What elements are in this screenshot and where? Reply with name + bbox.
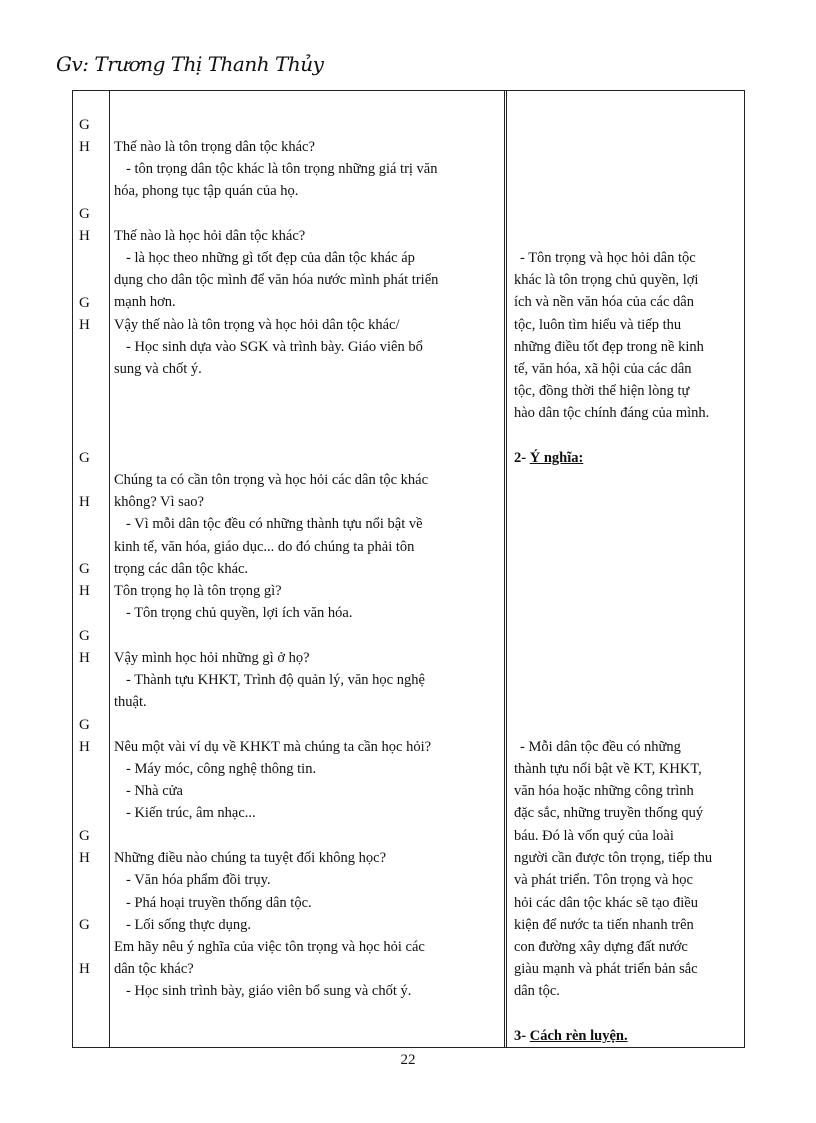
question-text: Chúng ta có cần tôn trọng và học hỏi các dân tộc khác <box>114 472 429 488</box>
answer-text: - Vì mỗi dân tộc đều có những thành tựu nổi bật về <box>126 516 423 532</box>
question-text: Thế nào là tôn trọng dân tộc khác? <box>114 139 315 155</box>
gh-marker: G <box>79 628 90 644</box>
answer-text: - Nhà cửa <box>126 783 183 799</box>
column-divider-2 <box>504 91 507 1047</box>
section-title: Ý nghĩa: <box>529 450 584 466</box>
content-line: hỏi các dân tộc khác sẽ tạo điều <box>514 895 698 911</box>
gh-marker: G <box>79 717 90 733</box>
content-line: đặc sắc, những truyền thống quý <box>514 805 704 821</box>
answer-text: trọng các dân tộc khác. <box>114 561 249 577</box>
answer-text: - Phá hoại truyền thống dân tộc. <box>126 895 312 911</box>
gh-marker: H <box>79 850 90 866</box>
content-line: và phát triển. Tôn trọng và học <box>514 872 693 888</box>
question-text: Vậy thế nào là tôn trọng và học hỏi dân tộc khác/ <box>114 317 400 333</box>
answer-text: - Tôn trọng chủ quyền, lợi ích văn hóa. <box>126 605 353 621</box>
answer-text: - Thành tựu KHKT, Trình độ quản lý, văn học nghệ <box>126 672 425 688</box>
answer-text: hóa, phong tục tập quán của họ. <box>114 183 299 199</box>
answer-text: - Kiến trúc, âm nhạc... <box>126 805 256 821</box>
gh-marker: H <box>79 961 90 977</box>
section-title: Cách rèn luyện. <box>529 1028 628 1044</box>
content-line: văn hóa hoặc những công trình <box>514 783 694 799</box>
content-line: kiện để nước ta tiến nhanh trên <box>514 917 694 933</box>
answer-text: - Lối sống thực dụng. <box>126 917 252 933</box>
gh-marker: G <box>79 206 90 222</box>
author-signature: Gv: Trương Thị Thanh Thủy <box>56 52 324 76</box>
gh-marker: H <box>79 228 90 244</box>
gh-marker: G <box>79 828 90 844</box>
answer-text: - Học sinh trình bày, giáo viên bổ sung và chốt ý. <box>126 983 412 999</box>
gh-marker: G <box>79 450 90 466</box>
content-line: - Mỗi dân tộc đều có những <box>520 739 681 755</box>
answer-text: dụng cho dân tộc mình để văn hóa nước mình phát triển <box>114 272 439 288</box>
answer-text: kinh tế, văn hóa, giáo dục... do đó chúng ta phải tôn <box>114 539 415 555</box>
gh-marker: G <box>79 561 90 577</box>
content-line: báu. Đó là vốn quý của loài <box>514 828 674 844</box>
answer-text: sung và chốt ý. <box>114 361 202 377</box>
page-number: 22 <box>400 1052 416 1068</box>
answer-text: thuật. <box>114 694 147 710</box>
gh-marker: H <box>79 494 90 510</box>
content-line: tộc, đồng thời thể hiện lòng tự <box>514 383 690 399</box>
question-text: Thế nào là học hỏi dân tộc khác? <box>114 228 306 244</box>
content-line: con đường xây dựng đất nước <box>514 939 688 955</box>
section-heading-3 <box>514 1025 628 1047</box>
gh-marker: G <box>79 295 90 311</box>
content-line: giàu mạnh và phát triển bản sắc <box>514 961 698 977</box>
section-heading-2 <box>514 447 583 469</box>
content-line: - Tôn trọng và học hỏi dân tộc <box>520 250 696 266</box>
content-line: thành tựu nổi bật về KT, KHKT, <box>514 761 702 777</box>
gh-marker: G <box>79 117 90 133</box>
answer-text: mạnh hơn. <box>114 294 176 310</box>
gh-marker: H <box>79 650 90 666</box>
gh-marker: H <box>79 739 90 755</box>
content-line: tế, văn hóa, xã hội của các dân <box>514 361 692 377</box>
gh-marker: H <box>79 317 90 333</box>
question-text: dân tộc khác? <box>114 961 194 977</box>
content-line: người cần được tôn trọng, tiếp thu <box>514 850 713 866</box>
column-divider-1 <box>109 91 110 1047</box>
gh-marker: H <box>79 139 90 155</box>
answer-text: - Máy móc, công nghệ thông tin. <box>126 761 317 777</box>
answer-text: - tôn trọng dân tộc khác là tôn trọng những giá trị văn <box>126 161 438 177</box>
question-text: Nêu một vài ví dụ về KHKT mà chúng ta cần học hỏi? <box>114 739 432 755</box>
question-text: Tôn trọng họ là tôn trọng gì? <box>114 583 282 599</box>
answer-text: - Học sinh dựa vào SGK và trình bày. Giáo viên bổ <box>126 339 423 355</box>
section-number: 3- <box>514 1028 527 1044</box>
gh-marker: G <box>79 917 90 933</box>
content-line: dân tộc. <box>514 983 560 999</box>
answer-text: - là học theo những gì tốt đẹp của dân tộc khác áp <box>126 250 415 266</box>
answer-text: - Văn hóa phẩm đồi trụy. <box>126 872 271 888</box>
content-line: khác là tôn trọng chủ quyền, lợi <box>514 272 699 288</box>
content-line: hào dân tộc chính đáng của mình. <box>514 405 710 421</box>
content-line: những điều tốt đẹp trong nề kinh <box>514 339 704 355</box>
question-text: Vậy mình học hỏi những gì ở họ? <box>114 650 310 666</box>
gh-marker: H <box>79 583 90 599</box>
question-text: không? Vì sao? <box>114 494 204 510</box>
question-text: Em hãy nêu ý nghĩa của việc tôn trọng và học hỏi các <box>114 939 425 955</box>
section-number: 2- <box>514 450 527 466</box>
content-line: tộc, luôn tìm hiểu và tiếp thu <box>514 317 682 333</box>
question-text: Những điều nào chúng ta tuyệt đối không học? <box>114 850 387 866</box>
content-line: ích và nền văn hóa của các dân <box>514 294 694 310</box>
